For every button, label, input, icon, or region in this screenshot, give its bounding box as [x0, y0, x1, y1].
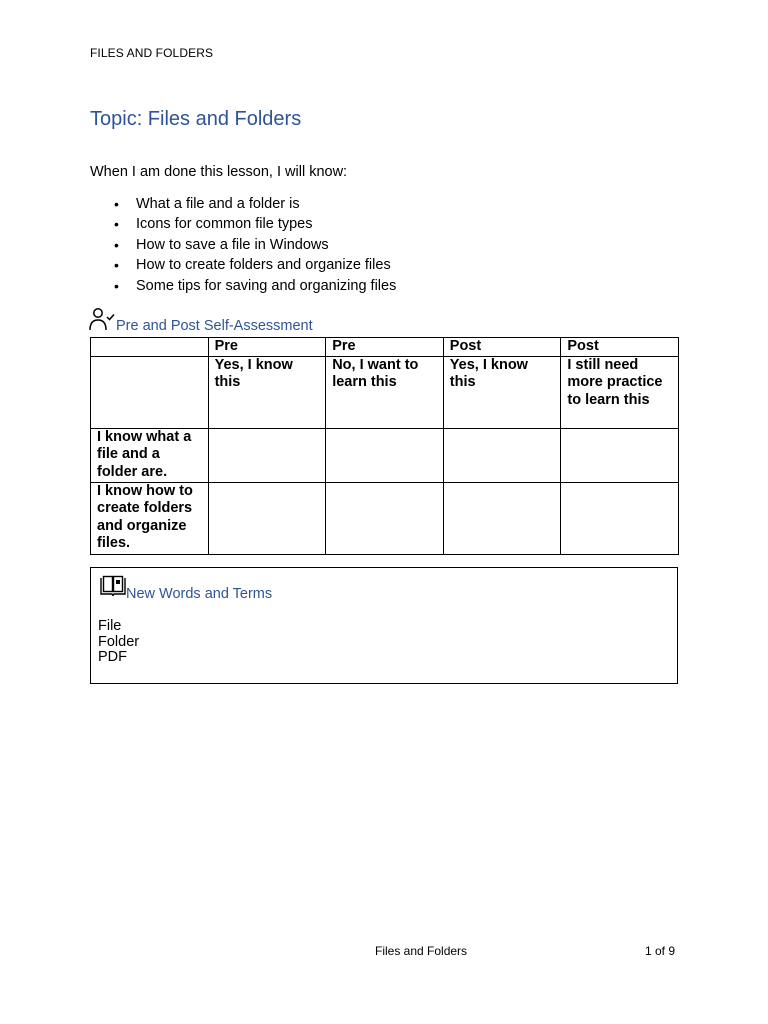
- self-assessment-table: [90, 337, 679, 555]
- list-item-text: How to create folders and organize files: [136, 257, 391, 274]
- term: File: [98, 618, 122, 634]
- intro-text: When I am done this lesson, I will know:: [90, 164, 348, 180]
- bullet: •: [114, 196, 119, 212]
- table-header-cell: [91, 356, 209, 428]
- table-header-cell: Pre: [326, 338, 444, 357]
- table-header-row: [91, 356, 679, 428]
- checkbox-cell[interactable]: [443, 428, 561, 482]
- new-words-box: [90, 567, 678, 684]
- terms-list: [98, 619, 139, 666]
- checkbox-cell[interactable]: [208, 482, 326, 554]
- table-header-cell: Post: [443, 338, 561, 357]
- new-words-title: New Words and Terms: [126, 586, 273, 602]
- objectives-list: [112, 194, 396, 296]
- list-item-text: How to save a file in Windows: [136, 236, 329, 253]
- bullet: •: [114, 236, 119, 253]
- table-header-cell: [91, 338, 209, 357]
- bullet: •: [114, 277, 119, 294]
- page-number: 1 of 9: [645, 944, 676, 958]
- list-item: [114, 194, 396, 214]
- list-item: [114, 214, 396, 234]
- list-item: [114, 255, 396, 275]
- person-check-icon: [88, 306, 116, 332]
- table-header-cell: Yes, I know this: [208, 356, 326, 428]
- bullet: •: [114, 216, 119, 233]
- book-icon: [99, 575, 127, 597]
- table-row: [91, 482, 679, 554]
- table-header-cell: I still need more practice to learn this: [561, 356, 679, 428]
- term: PDF: [98, 649, 127, 666]
- table-header-cell: Post: [561, 338, 679, 357]
- row-label: I know what a file and a folder are.: [91, 428, 209, 482]
- list-item-text: What a file and a folder is: [136, 196, 300, 212]
- table-header-cell: Pre: [208, 338, 326, 357]
- footer-title: Files and Folders: [375, 944, 468, 958]
- bullet: •: [114, 257, 119, 274]
- term: Folder: [98, 633, 140, 650]
- list-item-text: Some tips for saving and organizing files: [136, 277, 397, 294]
- assessment-title: Pre and Post Self-Assessment: [116, 318, 313, 334]
- list-item: [114, 276, 397, 296]
- checkbox-cell[interactable]: [561, 482, 679, 554]
- table-header-cell: Yes, I know this: [443, 356, 561, 428]
- table-header-cell: No, I want to learn this: [326, 356, 444, 428]
- list-item-text: Icons for common file types: [136, 216, 313, 233]
- row-label: I know how to create folders and organize files.: [91, 482, 209, 554]
- checkbox-cell[interactable]: [443, 482, 561, 554]
- table-header-row: [91, 338, 679, 357]
- page-title: Topic: Files and Folders: [90, 108, 302, 130]
- checkbox-cell[interactable]: [208, 428, 326, 482]
- checkbox-cell[interactable]: [561, 428, 679, 482]
- table-row: [91, 428, 679, 482]
- checkbox-cell[interactable]: [326, 482, 444, 554]
- checkbox-cell[interactable]: [326, 428, 444, 482]
- running-header: FILES AND FOLDERS: [90, 46, 214, 60]
- list-item: [114, 235, 396, 255]
